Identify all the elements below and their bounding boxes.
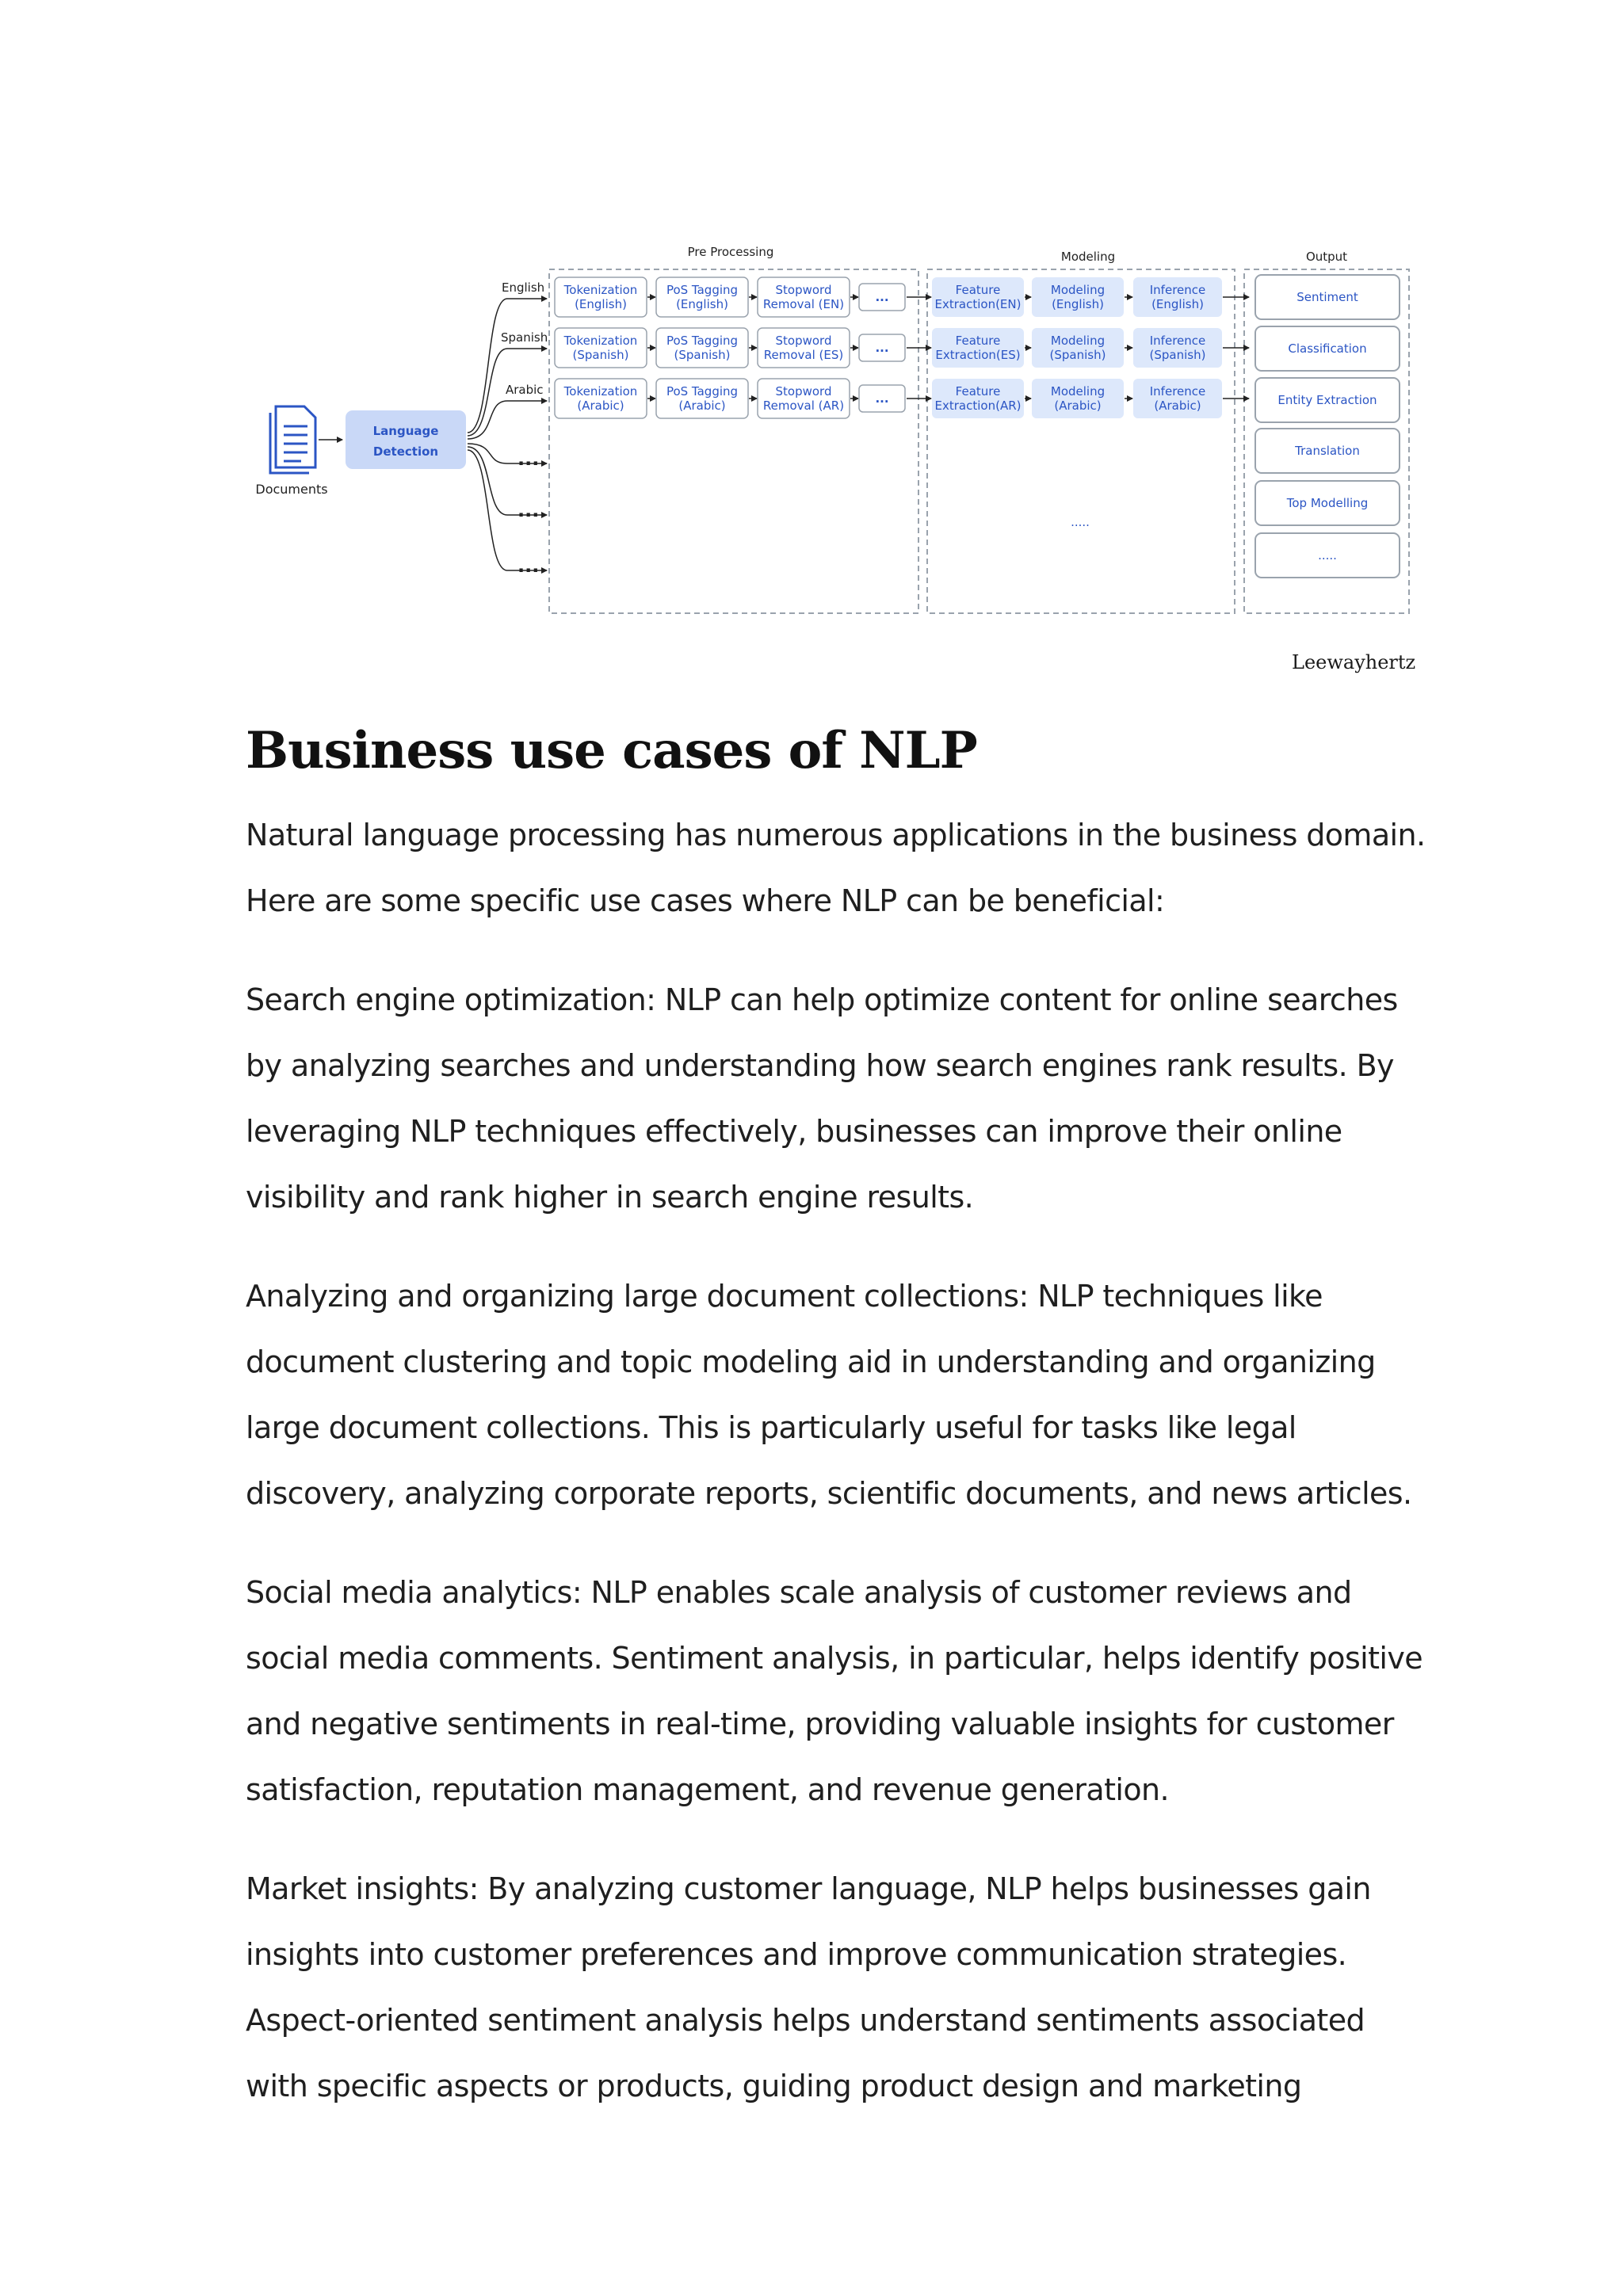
preprocessing-step-line-1: PoS Tagging	[666, 334, 739, 348]
modeling-title: Modeling	[1060, 250, 1116, 264]
paragraph-document-collections: Analyzing and organizing large document collections: NLP techniques like document clustering and topic modeling aid in understanding and organizing large document collections. This is particularly useful for tasks like legal discovery, analyzing corporate reports, scientific documents, and news articles.	[246, 1279, 1412, 1511]
modeling-more: .....	[1071, 515, 1090, 529]
modeling-step-line-2: (English)	[1052, 297, 1104, 311]
modeling-step-line-1: Inference	[1149, 334, 1206, 348]
modeling-step-line-2: Extraction(AR)	[934, 399, 1022, 413]
pipeline-row	[555, 379, 1249, 418]
preprocessing-section	[549, 269, 918, 613]
preprocessing-step-line-1: Tokenization	[563, 384, 638, 399]
pipeline-row	[555, 277, 1249, 317]
modeling-step-line-2: (Arabic)	[1154, 399, 1201, 413]
preprocessing-step-line-2: Removal (ES)	[763, 348, 844, 362]
output-label: .....	[1318, 548, 1337, 563]
language-label-arabic: Arabic	[506, 383, 544, 397]
nlp-pipeline-diagram	[0, 0, 1623, 689]
modeling-step-line-1: Feature	[955, 283, 1001, 297]
document-icon	[270, 406, 315, 473]
modeling-step-line-1: Feature	[955, 334, 1001, 348]
modeling-step-line-2: (Spanish)	[1149, 348, 1206, 362]
preprocessing-title: Pre Processing	[687, 245, 774, 259]
preprocessing-step-line-1: PoS Tagging	[666, 283, 739, 297]
modeling-step-line-2: (Spanish)	[1049, 348, 1106, 362]
preprocessing-more: ...	[875, 341, 889, 355]
language-detection-label-1: Language	[372, 424, 439, 438]
modeling-step-line-1: Feature	[955, 384, 1001, 399]
paragraph-seo: Search engine optimization: NLP can help optimize content for online searches by analyzing searches and understanding how search engines rank results. By leveraging NLP techniques effectively, businesses can improve their online visibility and rank higher in search engine results.	[246, 982, 1398, 1215]
preprocessing-step-line-2: (Spanish)	[674, 348, 731, 362]
language-detection-label-2: Detection	[372, 444, 439, 459]
output-title: Output	[1305, 250, 1348, 264]
preprocessing-step-line-1: Stopword	[775, 384, 832, 399]
preprocessing-step-line-2: (Arabic)	[577, 399, 624, 413]
output-label: Translation	[1295, 444, 1360, 458]
output-label: Sentiment	[1296, 290, 1358, 304]
preprocessing-step-line-1: Tokenization	[563, 334, 638, 348]
image-credit: Leewayhertz	[1292, 651, 1416, 673]
modeling-step-line-1: Inference	[1149, 283, 1206, 297]
modeling-step-line-1: Inference	[1149, 384, 1206, 399]
paragraph-social-media: Social media analytics: NLP enables scale analysis of customer reviews and social media comments. Sentiment analysis, in particular, helps identify positive and negative sentiments in real-time, providing valuable insights for customer satisfaction, reputation management, and revenue generation.	[246, 1575, 1423, 1807]
diagram-canvas	[0, 0, 1623, 689]
pipeline-rows	[555, 277, 1249, 418]
output-label: Top Modelling	[1286, 496, 1369, 510]
preprocessing-step-line-2: (Arabic)	[678, 399, 726, 413]
preprocessing-step-line-2: (Spanish)	[572, 348, 629, 362]
preprocessing-step-line-1: Stopword	[775, 283, 832, 297]
modeling-step-line-1: Modeling	[1050, 283, 1106, 297]
article	[246, 721, 1434, 2153]
modeling-step-line-1: Modeling	[1050, 384, 1106, 399]
preprocessing-more: ...	[875, 391, 889, 406]
modeling-step-line-2: Extraction(EN)	[934, 297, 1022, 311]
branch-ellipsis-3: ...	[517, 555, 540, 577]
preprocessing-step-line-2: (English)	[676, 297, 728, 311]
branch-ellipsis-1: ...	[517, 448, 540, 470]
output-label: Entity Extraction	[1277, 393, 1377, 407]
article-title: Business use cases of NLP	[246, 721, 977, 780]
preprocessing-step-line-2: (English)	[575, 297, 627, 311]
modeling-step-line-2: Extraction(ES)	[935, 348, 1021, 362]
modeling-step-line-2: (English)	[1151, 297, 1204, 311]
preprocessing-step-line-1: Stopword	[775, 334, 832, 348]
output-label: Classification	[1288, 341, 1367, 356]
language-label-english: English	[502, 280, 545, 295]
pipeline-row	[555, 328, 1249, 368]
branch-ellipsis-2: ...	[517, 499, 540, 521]
preprocessing-step-line-2: Removal (AR)	[762, 399, 845, 413]
modeling-step-line-2: (Arabic)	[1054, 399, 1102, 413]
preprocessing-step-line-1: PoS Tagging	[666, 384, 739, 399]
modeling-step-line-1: Modeling	[1050, 334, 1106, 348]
language-label-spanish: Spanish	[501, 330, 548, 345]
paragraph-market-insights: Market insights: By analyzing customer language, NLP helps businesses gain insights into customer preferences and improve communication strategies. Aspect-oriented sentiment analysis helps understand sentiments associated with specific aspects or products, guiding product design and marketing	[246, 1871, 1371, 2103]
documents-label: Documents	[255, 482, 328, 497]
preprocessing-step-line-1: Tokenization	[563, 283, 638, 297]
output-list	[1255, 275, 1400, 578]
language-detection-box	[346, 410, 466, 469]
modeling-section	[927, 269, 1235, 613]
preprocessing-more: ...	[875, 290, 889, 304]
preprocessing-step-line-2: Removal (EN)	[762, 297, 845, 311]
paragraph-intro: Natural language processing has numerous applications in the business domain. Here are some specific use cases where NLP can be beneficial:	[246, 818, 1426, 918]
